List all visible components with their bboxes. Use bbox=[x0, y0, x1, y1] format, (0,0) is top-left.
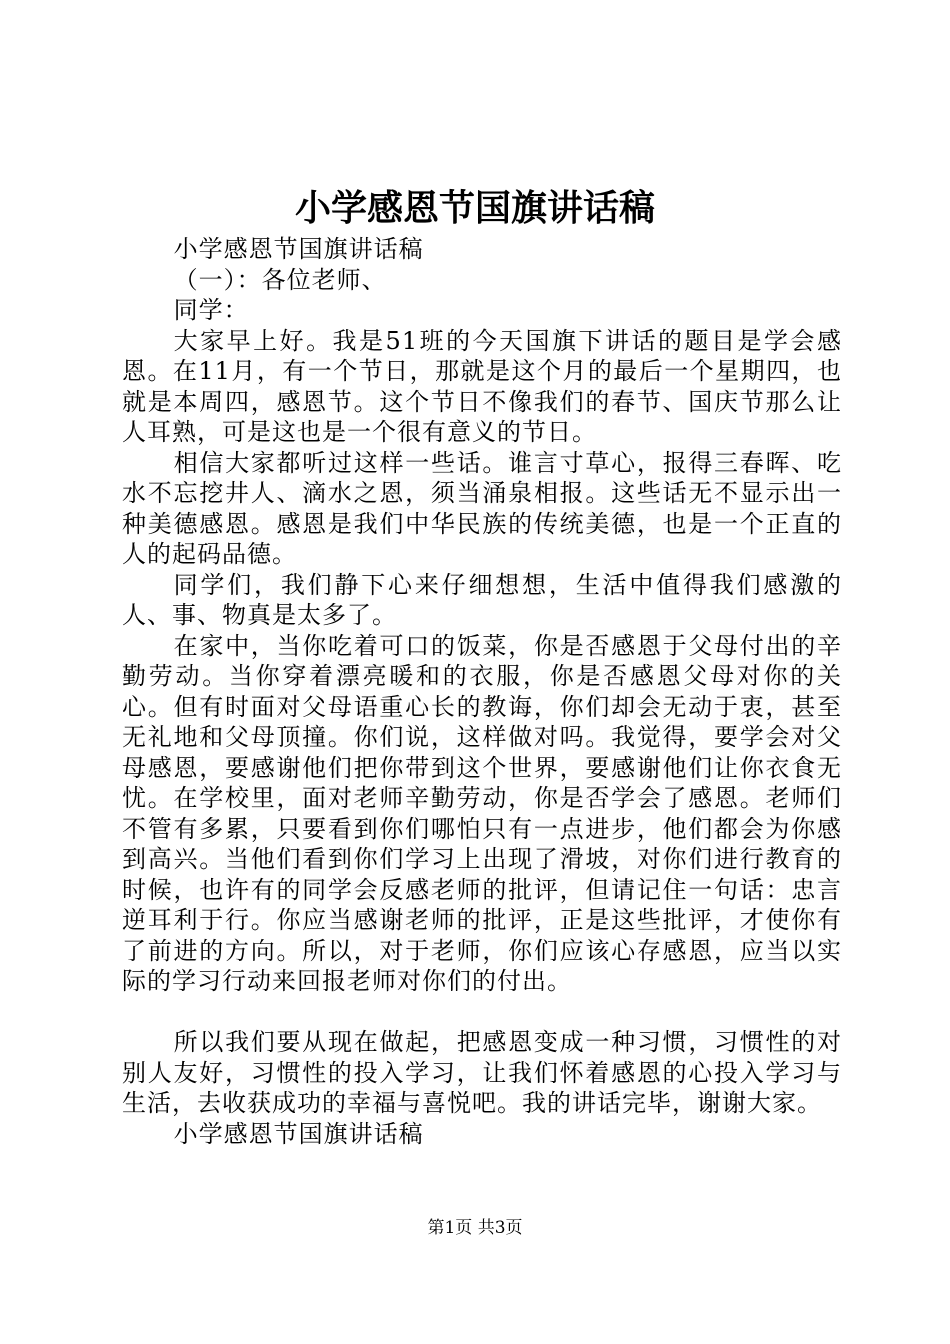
paragraph: 在家中，当你吃着可口的饭菜，你是否感恩于父母付出的辛勤劳动。当你穿着漂亮暖和的衣服，你是否感恩父母对你的关心。但有时面对父母语重心长的教诲，你们却会无动于衷，甚至无礼地和父母顶撞。你们说，这样做对吗。我觉得，要学会对父母感恩，要感谢他们把你带到这个世界，要感谢他们让你衣食无忧。在学校里，面对老师辛勤劳动，你是否学会了感恩。老师们不管有多累，只要看到你们哪怕只有一点进步，他们都会为你感到高兴。当他们看到你们学习上出现了滑坡，对你们进行教育的时候，也许有的同学会反感老师的批评，但请记住一句话：忠言逆耳利于行。你应当感谢老师的批评，正是这些批评，才使你有了前进的方向。所以，对于老师，你们应该心存感恩，应当以实际的学习行动来回报老师对你们的付出。 bbox=[122, 631, 842, 995]
document-title: 小学感恩节国旗讲话稿 bbox=[294, 187, 655, 229]
paragraph: 同学： bbox=[173, 296, 249, 324]
paragraph: 大家早上好。我是51班的今天国旗下讲话的题目是学会感恩。在11月，有一个节日，那就是这个月的最后一个星期四，也就是本周四，感恩节。这个节日不像我们的春节、国庆节那么让人耳熟，可是这也是一个很有意义的节日。 bbox=[122, 326, 842, 446]
page-number-footer: 第1页 共3页 bbox=[427, 1218, 523, 1238]
document-body bbox=[122, 234, 842, 1149]
paragraph: 相信大家都听过这样一些话。谁言寸草心，报得三春晖、吃水不忘挖井人、滴水之恩，须当涌泉相报。这些话无不显示出一种美德感恩。感恩是我们中华民族的传统美德，也是一个正直的人的起码品德。 bbox=[122, 448, 842, 568]
paragraph: （一）：各位老师、 bbox=[173, 265, 387, 294]
paragraph: 所以我们要从现在做起，把感恩变成一种习惯，习惯性的对别人友好，习惯性的投入学习，让我们怀着感恩的心投入学习与生活，去收获成功的幸福与喜悦吧。我的讲话完毕，谢谢大家。 bbox=[122, 1028, 842, 1117]
paragraph: 同学们，我们静下心来仔细想想，生活中值得我们感激的人、事、物真是太多了。 bbox=[122, 570, 842, 629]
paragraph: 小学感恩节国旗讲话稿 bbox=[173, 1119, 424, 1148]
paragraph: 小学感恩节国旗讲话稿 bbox=[173, 235, 424, 263]
